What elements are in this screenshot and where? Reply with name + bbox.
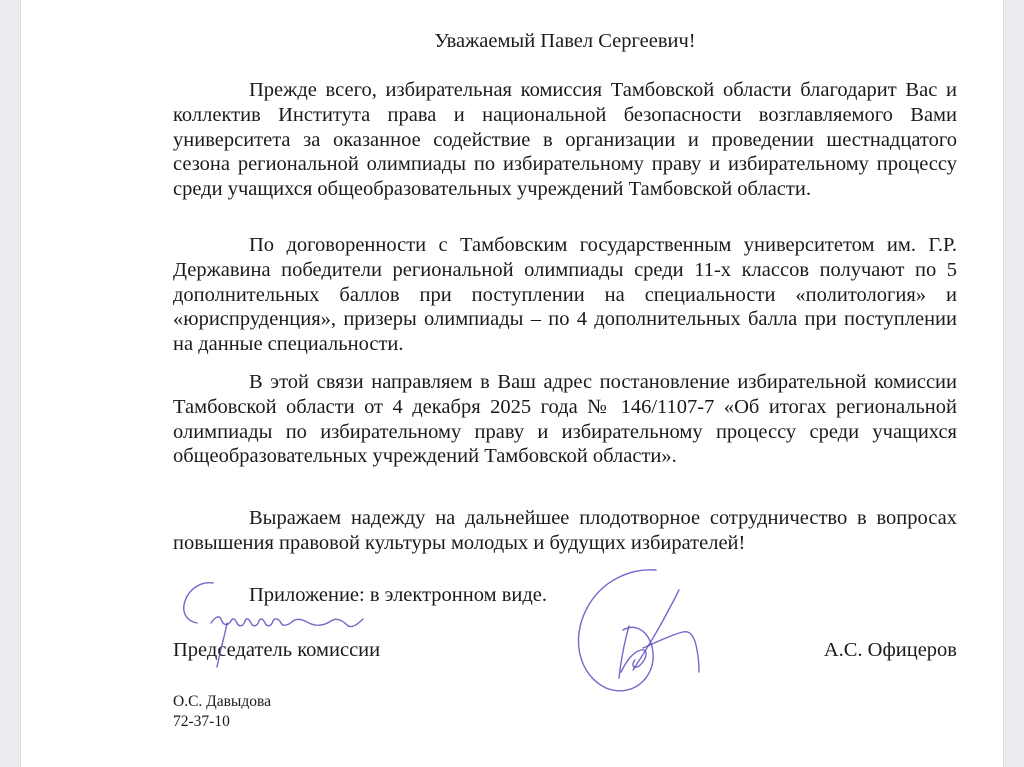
signer-position: Председатель комиссии xyxy=(173,639,381,661)
paragraph-agreement: По договоренности с Тамбовским государственным университетом им. Г.Р. Державина победители региональной олимпиады среди 11-х классов получают по 5 дополнительных баллов при поступлении на специальности «политология» и «юриспруденция», призеры олимпиады – по 4 дополнительных балла при поступлении на данные специальности. xyxy=(173,234,957,356)
attachment-note: Приложение: в электронном виде. xyxy=(249,584,548,606)
document-page xyxy=(21,0,1003,767)
executor-block xyxy=(173,692,271,732)
greeting: Уважаемый Павел Сергеевич! xyxy=(434,30,696,52)
paragraph-closing: Выражаем надежду на дальнейшее плодотворное сотрудничество в вопросах повышения правовой культуры молодых и будущих избирателей! xyxy=(173,507,957,554)
executor-phone: 72-37-10 xyxy=(173,713,230,730)
signer-name: А.С. Офицеров xyxy=(823,639,957,661)
executor-name: О.С. Давыдова xyxy=(173,693,271,710)
paragraph-resolution: В этой связи направляем в Ваш адрес постановление избирательной комиссии Тамбовской области от 4 декабря 2025 года № 146/1107-7 «Об итогах региональной олимпиады по избирательному праву и избирательному процессу среди учащихся общеобразовательных учреждений Тамбовской области». xyxy=(173,371,957,468)
paragraph-thanks: Прежде всего, избирательная комиссия Тамбовской области благодарит Вас и коллектив Института права и национальной безопасности возглавляемого Вами университета за оказанное содействие в организации и проведении шестнадцатого сезона региональной олимпиады по избирательному праву и избирательному процессу среди учащихся общеобразовательных учреждений Тамбовской области. xyxy=(173,79,957,201)
signature-icon xyxy=(561,560,731,700)
